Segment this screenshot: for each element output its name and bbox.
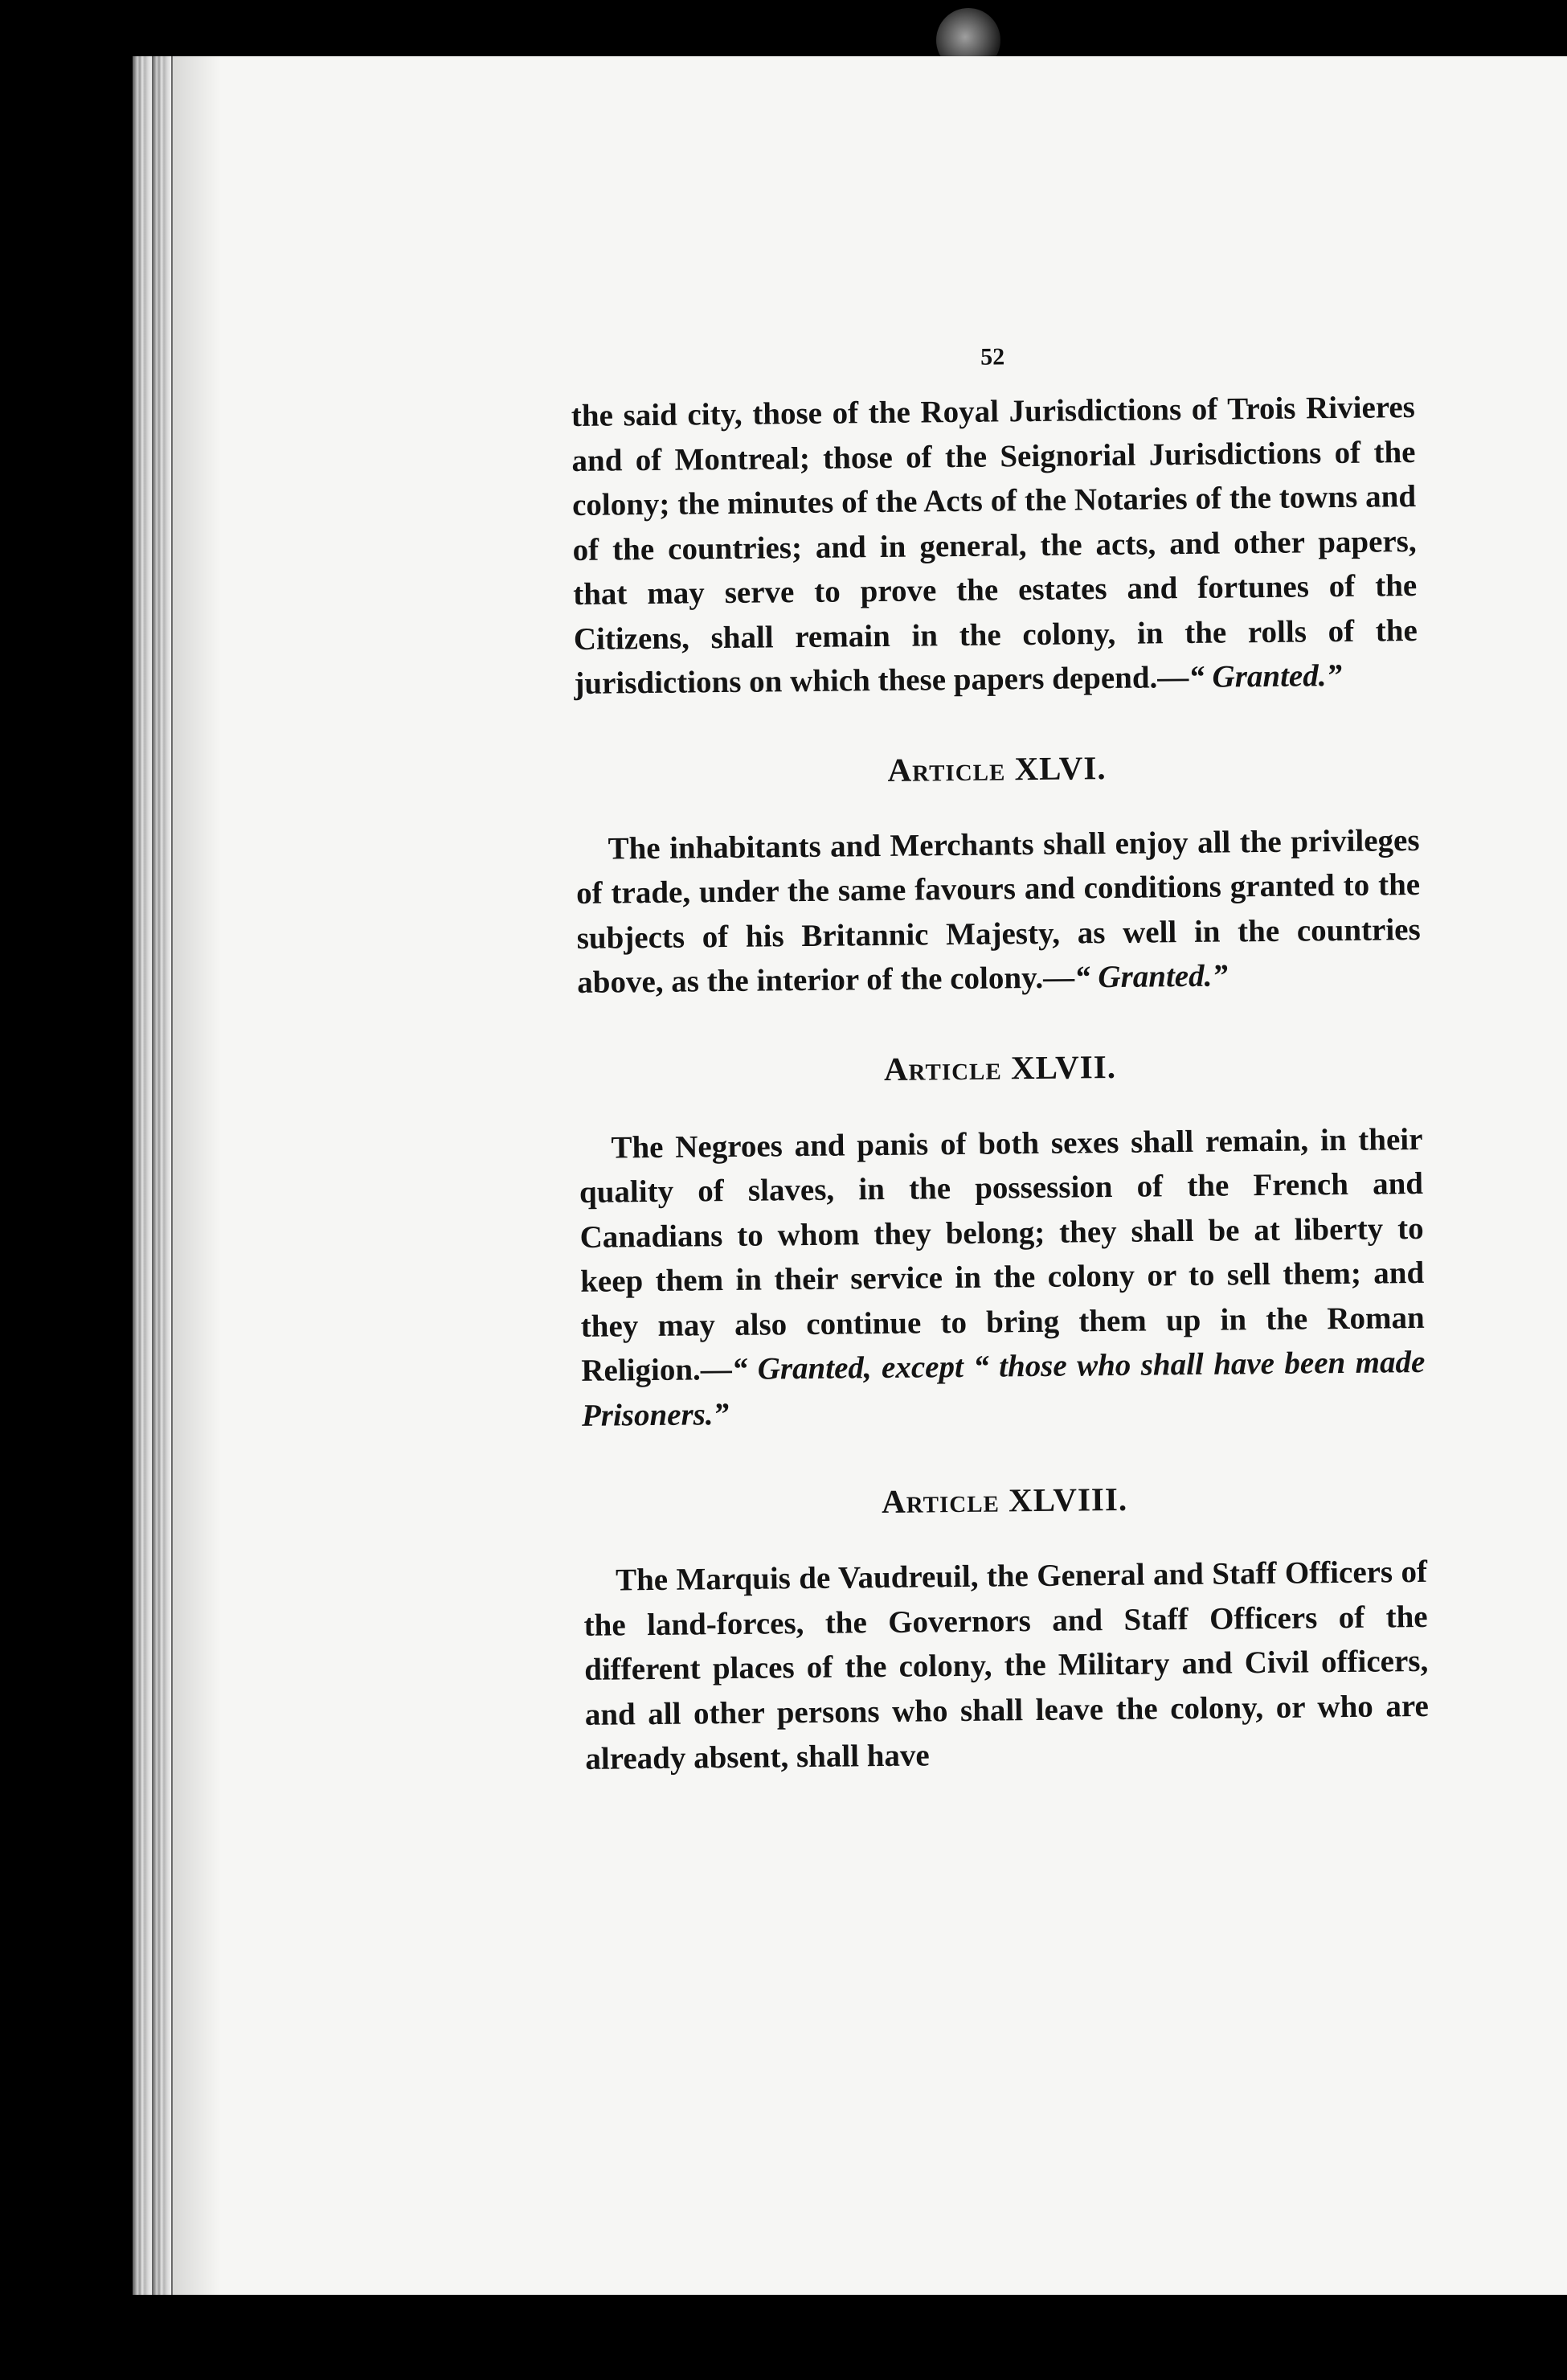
heading-numeral: XLVII.	[1010, 1047, 1117, 1086]
paragraph-continuation	[571, 385, 1418, 706]
paragraph-text: The inhabitants and Merchants shall enjoy all the privileges of trade, under the same favours and conditions granted to the subjects of his Britannic Majesty, as well in the countries above, as the interior of the colony.—	[575, 822, 1421, 1000]
gutter-shadow	[173, 56, 221, 2295]
heading-word: Article	[887, 749, 1006, 789]
reply-granted: “ Granted.”	[1074, 958, 1229, 995]
reply-granted-except: “ Granted, except “ those who shall have been made Prisoners.”	[581, 1344, 1426, 1433]
article-heading-xlvi	[575, 743, 1418, 793]
heading-word: Article	[881, 1481, 1000, 1521]
heading-word: Article	[883, 1048, 1002, 1088]
paragraph-text: The Marquis de Vaudreuil, the General and Staff Officers of the land-forces, the Governors and Staff Officers of the different places of the colony, the Military and Civil officers, and all other persons who shall leave the colony, or who are already absent, shall have	[583, 1554, 1430, 1776]
article-heading-xlviii	[583, 1476, 1426, 1525]
page-text	[571, 337, 1430, 1781]
article-heading-xlvii	[578, 1043, 1422, 1092]
paragraph-text: the said city, those of the Royal Jurisdictions of Trois Rivieres and of Montreal; those of the Seignorial Jurisdictions of the colony; the minutes of the Acts of the Notaries of the towns and of the countries; and in general, the acts, and other papers, that may serve to prove the estates and fortunes of the Citizens, shall remain in the colony, in the rolls of the jurisdictions on which these papers depend.—	[571, 390, 1418, 701]
paragraph-text: The Negroes and panis of both sexes shall remain, in their quality of slaves, in the possession of the French and Canadians to whom they belong; they shall be at liberty to keep them in their service in the colony or to sell them; and they may also continue to bring them up in the Roman Religion.—	[579, 1121, 1425, 1388]
paragraph-article-xlviii	[583, 1550, 1430, 1781]
paragraph-article-xlvii	[579, 1116, 1426, 1437]
heading-numeral: XLVIII.	[1008, 1480, 1128, 1519]
page-edge-stack	[133, 56, 173, 2295]
paragraph-article-xlvi	[575, 817, 1421, 1005]
reply-granted: “ Granted.”	[1189, 657, 1343, 694]
page-number: 52	[980, 343, 1005, 371]
heading-numeral: XLVI.	[1014, 748, 1107, 787]
